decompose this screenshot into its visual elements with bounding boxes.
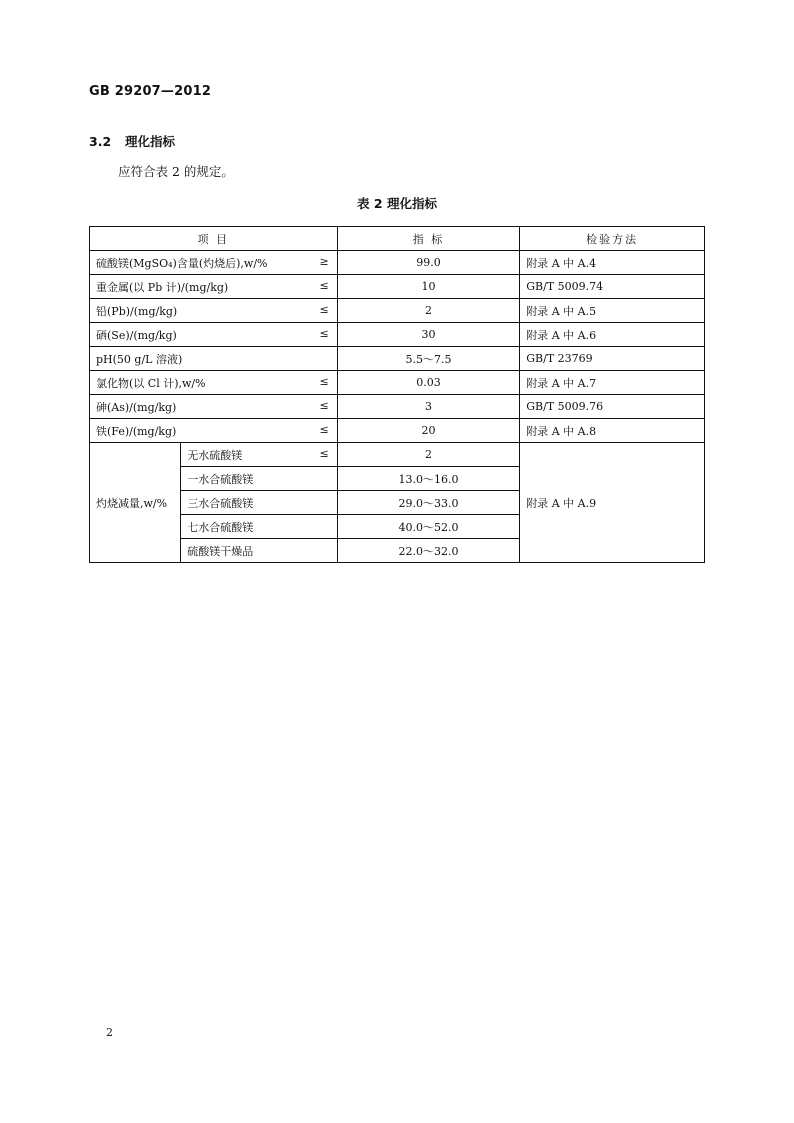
table-row [90,395,705,419]
comparison-symbol: ≤ [319,278,329,292]
item-cell [90,323,338,347]
table-header-row [90,227,705,251]
value-cell: 20 [337,419,520,443]
value-cell: 5.5～7.5 [337,347,520,371]
item-label: 铅(Pb)/(mg/kg) [96,304,178,318]
sub-item-cell [181,515,337,539]
method-cell: 附录 A 中 A.8 [520,419,705,443]
method-cell: GB/T 5009.76 [520,395,705,419]
value-cell: 2 [337,443,520,467]
value-cell: 40.0～52.0 [337,515,520,539]
section-number: 3.2 [89,134,112,149]
loss-label-cell: 灼烧减量,w/% [90,443,181,563]
table-row [90,323,705,347]
loss-method-cell: 附录 A 中 A.9 [520,443,705,563]
sub-item-label: 一水合硫酸镁 [187,472,254,486]
table-row [90,371,705,395]
method-cell: 附录 A 中 A.6 [520,323,705,347]
header-item: 项 目 [90,227,338,251]
item-label: 硫酸镁(MgSO₄)含量(灼烧后),w/% [96,256,268,270]
page-number: 2 [106,1026,113,1039]
table-row [90,347,705,371]
spec-table [89,226,705,563]
comparison-symbol: ≥ [319,254,329,268]
comparison-symbol: ≤ [319,446,329,460]
standard-code: GB 29207—2012 [89,84,212,99]
item-cell [90,371,338,395]
value-cell: 10 [337,275,520,299]
value-cell: 30 [337,323,520,347]
item-cell [90,251,338,275]
value-cell: 99.0 [337,251,520,275]
header-method: 检验方法 [520,227,705,251]
value-cell: 3 [337,395,520,419]
item-label: 砷(As)/(mg/kg) [96,400,177,414]
sub-item-cell [181,467,337,491]
sub-item-cell [181,443,337,467]
table-row [90,299,705,323]
item-label: pH(50 g/L 溶液) [96,352,183,366]
body-paragraph: 应符合表 2 的规定。 [118,164,234,179]
table-row [90,275,705,299]
sub-item-label: 硫酸镁干燥品 [187,544,254,558]
method-cell: GB/T 23769 [520,347,705,371]
item-cell [90,419,338,443]
sub-item-label: 无水硫酸镁 [187,448,243,462]
table-row [90,419,705,443]
item-cell [90,299,338,323]
comparison-symbol: ≤ [319,398,329,412]
table-row [90,443,705,467]
comparison-symbol: ≤ [319,374,329,388]
comparison-symbol: ≤ [319,302,329,316]
item-cell [90,347,338,371]
table-caption: 表 2 理化指标 [357,196,437,211]
comparison-symbol: ≤ [319,326,329,340]
value-cell: 29.0～33.0 [337,491,520,515]
comparison-symbol: ≤ [319,422,329,436]
section-heading [89,132,175,150]
header-index: 指 标 [337,227,520,251]
item-label: 硒(Se)/(mg/kg) [96,328,177,342]
table-row [90,251,705,275]
method-cell: 附录 A 中 A.7 [520,371,705,395]
item-label: 重金属(以 Pb 计)/(mg/kg) [96,280,229,294]
sub-item-cell [181,491,337,515]
sub-item-cell [181,539,337,563]
method-cell: 附录 A 中 A.5 [520,299,705,323]
sub-item-label: 七水合硫酸镁 [187,520,254,534]
item-cell [90,275,338,299]
method-cell: GB/T 5009.74 [520,275,705,299]
value-cell: 22.0～32.0 [337,539,520,563]
item-label: 氯化物(以 Cl 计),w/% [96,376,206,390]
value-cell: 0.03 [337,371,520,395]
method-cell: 附录 A 中 A.4 [520,251,705,275]
value-cell: 13.0～16.0 [337,467,520,491]
item-cell [90,395,338,419]
section-title: 理化指标 [125,134,176,149]
sub-item-label: 三水合硫酸镁 [187,496,254,510]
value-cell: 2 [337,299,520,323]
item-label: 铁(Fe)/(mg/kg) [96,424,177,438]
